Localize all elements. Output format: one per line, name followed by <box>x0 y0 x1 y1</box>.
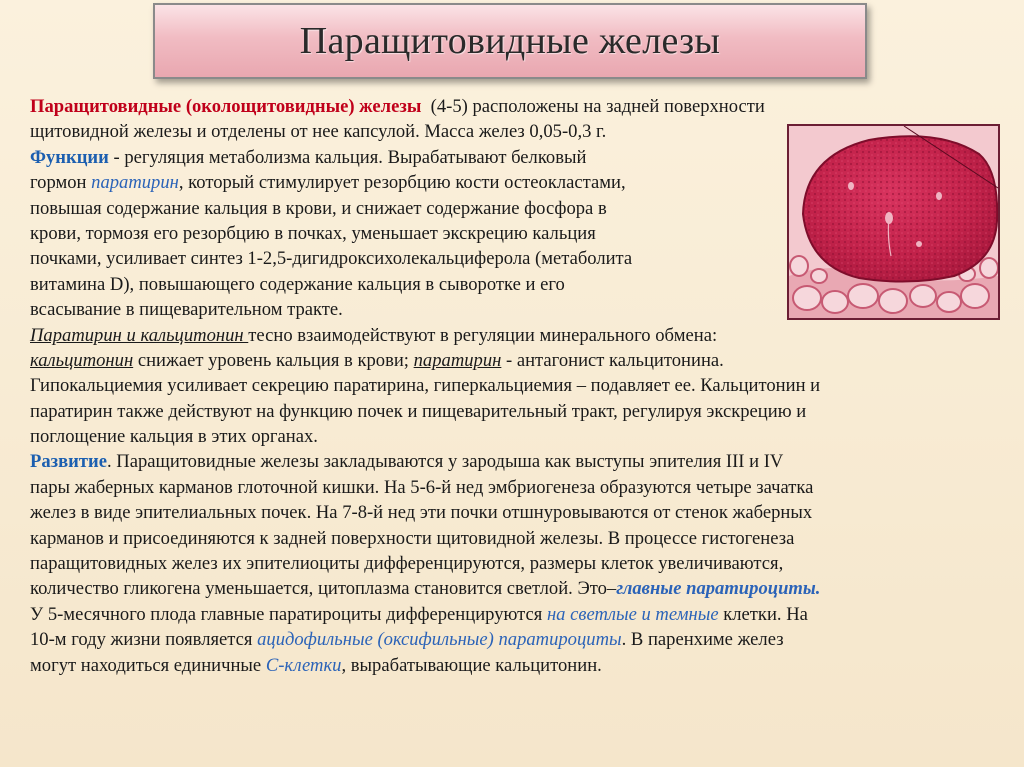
text-span: количество гликогена уменьшается, цитоплазма становится светлой. Это– <box>30 578 617 600</box>
term-chief-cells: главные паратироциты. <box>616 578 821 600</box>
development-line7 <box>30 602 1005 627</box>
development-line4: карманов и присоединяются к задней поверхности щитовидной железы. В процессе гистогенеза <box>30 527 795 549</box>
interaction-line4: паратирин также действуют на функцию почек и пищеварительный тракт, регулируя экскрецию и <box>30 400 807 422</box>
text-span: могут находиться единичные <box>30 654 266 676</box>
text-span: . В паренхиме желез <box>621 629 784 651</box>
development-line9 <box>30 653 1005 678</box>
main-text <box>30 94 1005 678</box>
text-span: У 5-месячного плода главные паратироциты дифференцируются <box>30 603 547 625</box>
functions-line5: почками, усиливает синтез 1-2,5-дигидроксихолекальциферола (метаболита <box>30 248 633 270</box>
functions-line7: всасывание в пищеварительном тракте. <box>30 299 343 321</box>
development-line6 <box>30 576 1005 601</box>
functions-line6: витамина D), повышающего содержание кальция в сыворотке и его <box>30 273 565 295</box>
functions-line2 <box>30 170 1005 195</box>
text-span: . Паращитовидные железы закладываются у зародыша как выступы эпителия III и IV <box>106 451 784 473</box>
text-span: тесно взаимодействуют в регуляции минерального обмена: <box>248 324 718 346</box>
functions-line3: повышая содержание кальция в крови, и снижает содержание фосфора в <box>30 197 607 219</box>
functions-line1 <box>30 145 1005 170</box>
text-span: - антагонист кальцитонина. <box>501 349 724 371</box>
term-functions: Функции <box>30 146 109 168</box>
para1-line1 <box>30 94 1005 119</box>
term-c-cells: С-клетки <box>265 654 342 676</box>
interaction-line5: поглощение кальция в этих органах. <box>30 426 318 448</box>
text-span: , вырабатывающие кальцитонин. <box>341 654 602 676</box>
term-parathyrin-2: паратирин <box>413 349 502 371</box>
term-development: Развитие <box>30 451 107 473</box>
term-parathyrin-calcitonin: Паратирин и кальцитонин <box>30 324 249 346</box>
text-span: гормон <box>30 172 92 194</box>
term-parathyroid: Паращитовидные (околощитовидные) железы <box>30 96 422 117</box>
interaction-line3: Гипокальциемия усиливает секрецию паратирина, гиперкальциемия – подавляет ее. Кальцитонин и <box>30 375 821 397</box>
functions-line4: крови, тормозя его резорбцию в почках, уменьшает экскрецию кальция <box>30 222 596 244</box>
slide-title: Паращитовидные железы <box>299 20 721 62</box>
text-span: 10-м году жизни появляется <box>30 629 258 651</box>
text-span: (4-5) расположены на задней поверхности <box>421 96 765 117</box>
term-parathyrin: паратирин <box>91 172 179 194</box>
title-box <box>153 3 867 79</box>
interaction-line1 <box>30 323 1005 348</box>
development-line5: паращитовидных желез их эпителиоциты дифференцируются, размеры клеток увеличиваются, <box>30 553 784 575</box>
development-line1 <box>30 449 1005 474</box>
term-light-dark: на светлые и темные <box>546 603 719 625</box>
development-line2: пары жаберных карманов глоточной кишки. На 5-6-й нед эмбриогенеза образуются четыре зачатка <box>30 476 814 498</box>
para1-line2: щитовидной железы и отделены от нее капсулой. Масса желез 0,05-0,3 г. <box>30 121 607 143</box>
text-span: - регуляция метаболизма кальция. Вырабатывают белковый <box>108 146 587 168</box>
interaction-line2 <box>30 348 1005 373</box>
text-span: клетки. На <box>718 603 808 625</box>
term-oxyphil-cells: ацидофильные (оксифильные) паратироциты <box>257 629 622 651</box>
term-calcitonin: кальцитонин <box>30 349 134 371</box>
text-span: , который стимулирует резорбцию кости остеокластами, <box>178 172 626 194</box>
development-line3: желез в виде эпителиальных почек. На 7-8-й нед эти почки отшнуровываются от стенок жаберных <box>30 502 813 524</box>
development-line8 <box>30 627 1005 652</box>
text-span: снижает уровень кальция в крови; <box>133 349 414 371</box>
